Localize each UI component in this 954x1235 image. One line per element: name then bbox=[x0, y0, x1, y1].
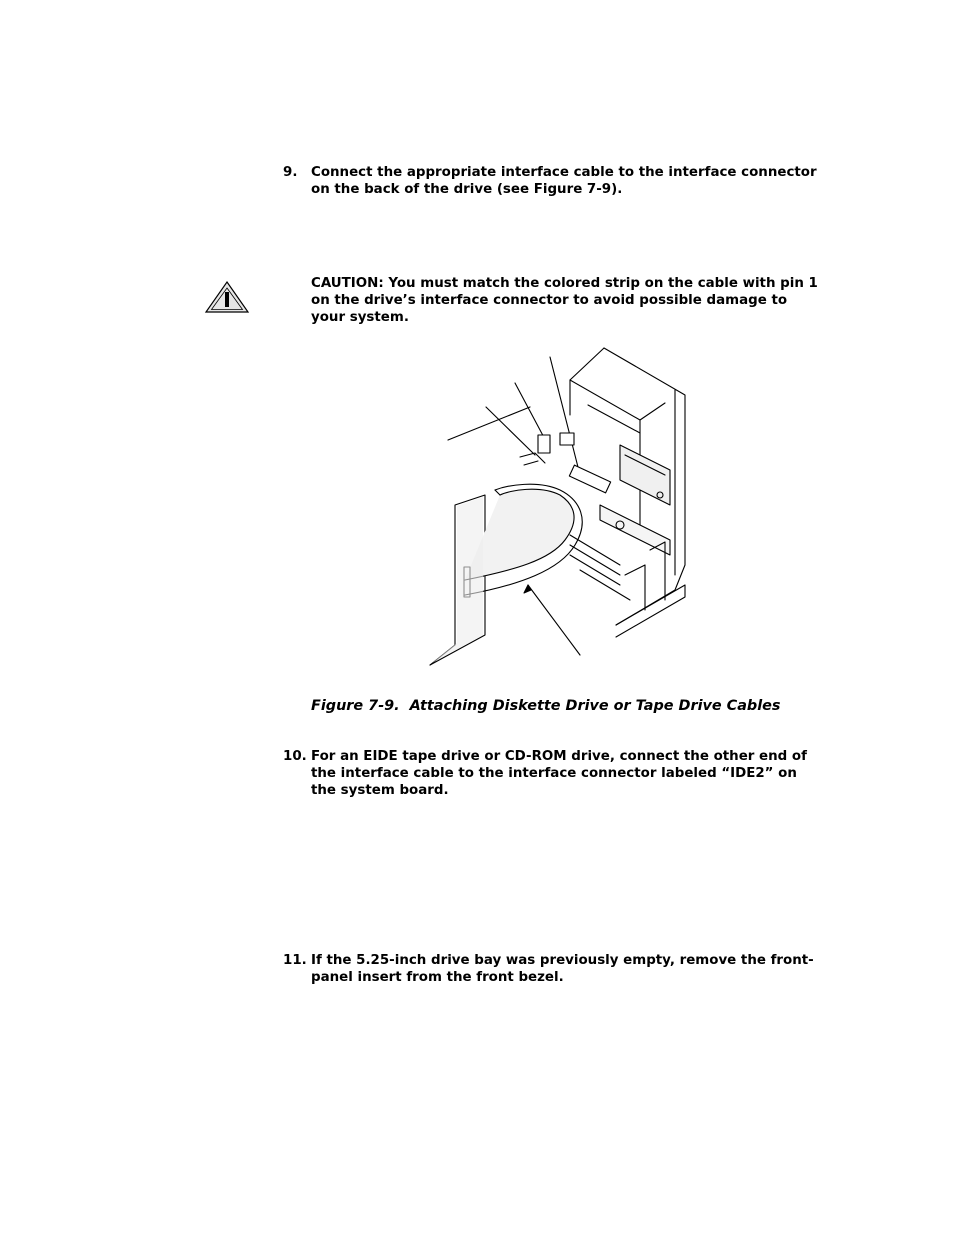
step-number: 9. bbox=[283, 165, 298, 180]
step-text: Connect the appropriate interface cable to the interface connector on the back of the drive (see Figure 7-9). bbox=[311, 165, 817, 197]
step-10 bbox=[283, 748, 823, 799]
step-11 bbox=[283, 952, 823, 986]
diskette-tape-drive-cable-illustration bbox=[420, 345, 700, 675]
step-text: For an EIDE tape drive or CD-ROM drive, connect the other end of the interface cable to the interface connector labeled “IDE2” on the system board. bbox=[311, 749, 807, 798]
step-number: 11. bbox=[283, 953, 307, 968]
caution-triangle-icon bbox=[204, 280, 250, 314]
figure-caption-number: Figure 7-9. bbox=[311, 698, 400, 714]
step-number: 10. bbox=[283, 749, 307, 764]
step-9 bbox=[283, 164, 823, 198]
caution-note: CAUTION: You must match the colored strip on the cable with pin 1 on the drive’s interface connector to avoid possible damage to your system. bbox=[311, 276, 818, 325]
figure-caption-title: Attaching Diskette Drive or Tape Drive Cables bbox=[409, 698, 781, 714]
figure-caption bbox=[311, 698, 781, 714]
step-text: If the 5.25-inch drive bay was previously empty, remove the front-panel insert from the front bezel. bbox=[311, 953, 814, 985]
